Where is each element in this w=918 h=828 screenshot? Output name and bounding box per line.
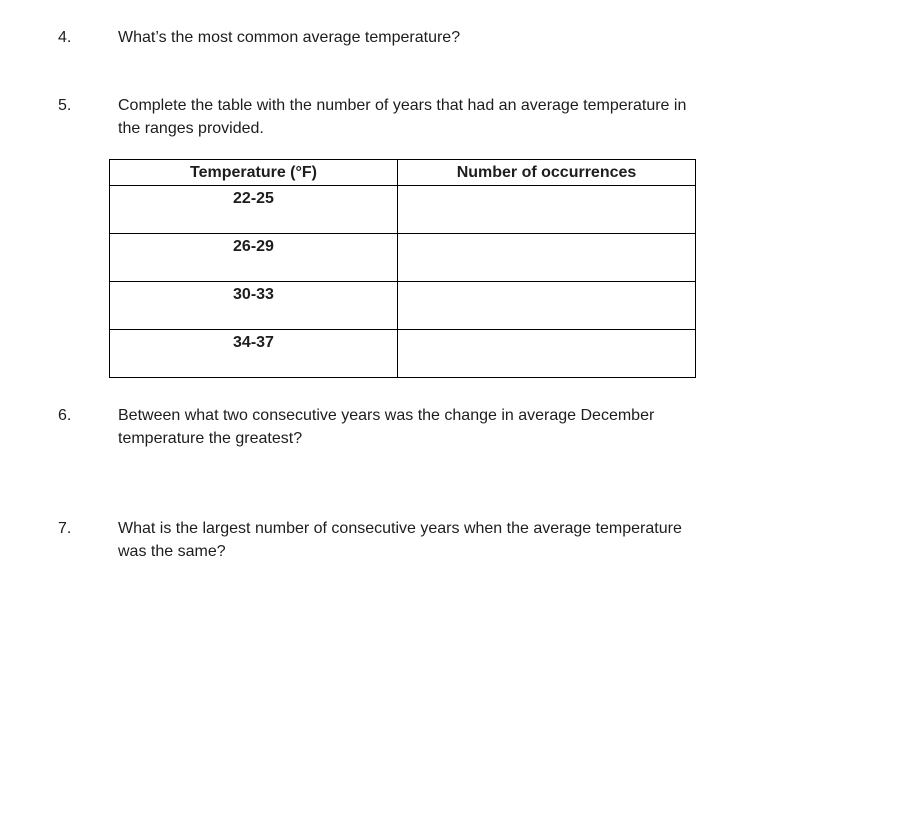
table-row	[110, 330, 696, 378]
occurrences-answer-cell-30-33[interactable]	[398, 282, 696, 330]
question-line: What’s the most common average temperature?	[118, 29, 461, 46]
question-line: the ranges provided.	[118, 120, 264, 137]
table-row	[110, 186, 696, 234]
question-6-number: 6.	[58, 407, 72, 424]
table-row	[110, 234, 696, 282]
table-header-temperature: Temperature (°F)	[110, 160, 398, 186]
occurrences-answer-cell-26-29[interactable]	[398, 234, 696, 282]
occurrences-answer-cell-34-37[interactable]	[398, 330, 696, 378]
range-cell-30-33: 30-33	[110, 282, 398, 330]
question-line: Complete the table with the number of years that had an average temperature in	[118, 97, 687, 114]
question-4-text	[118, 26, 838, 49]
question-5-number: 5.	[58, 97, 72, 114]
question-line: was the same?	[118, 543, 226, 560]
range-cell-22-25: 22-25	[110, 186, 398, 234]
table-header-row	[110, 160, 696, 186]
question-line: temperature the greatest?	[118, 430, 303, 447]
range-cell-34-37: 34-37	[110, 330, 398, 378]
temperature-ranges-table	[109, 159, 696, 378]
question-5-text	[118, 94, 838, 140]
question-6-text	[118, 404, 838, 450]
question-line: Between what two consecutive years was the change in average December	[118, 407, 655, 424]
table-header-occurrences: Number of occurrences	[398, 160, 696, 186]
occurrences-answer-cell-22-25[interactable]	[398, 186, 696, 234]
question-4-number: 4.	[58, 29, 72, 46]
question-7-text	[118, 517, 838, 563]
question-line: What is the largest number of consecutive years when the average temperature	[118, 520, 682, 537]
range-cell-26-29: 26-29	[110, 234, 398, 282]
table-row	[110, 282, 696, 330]
question-7-number: 7.	[58, 520, 72, 537]
